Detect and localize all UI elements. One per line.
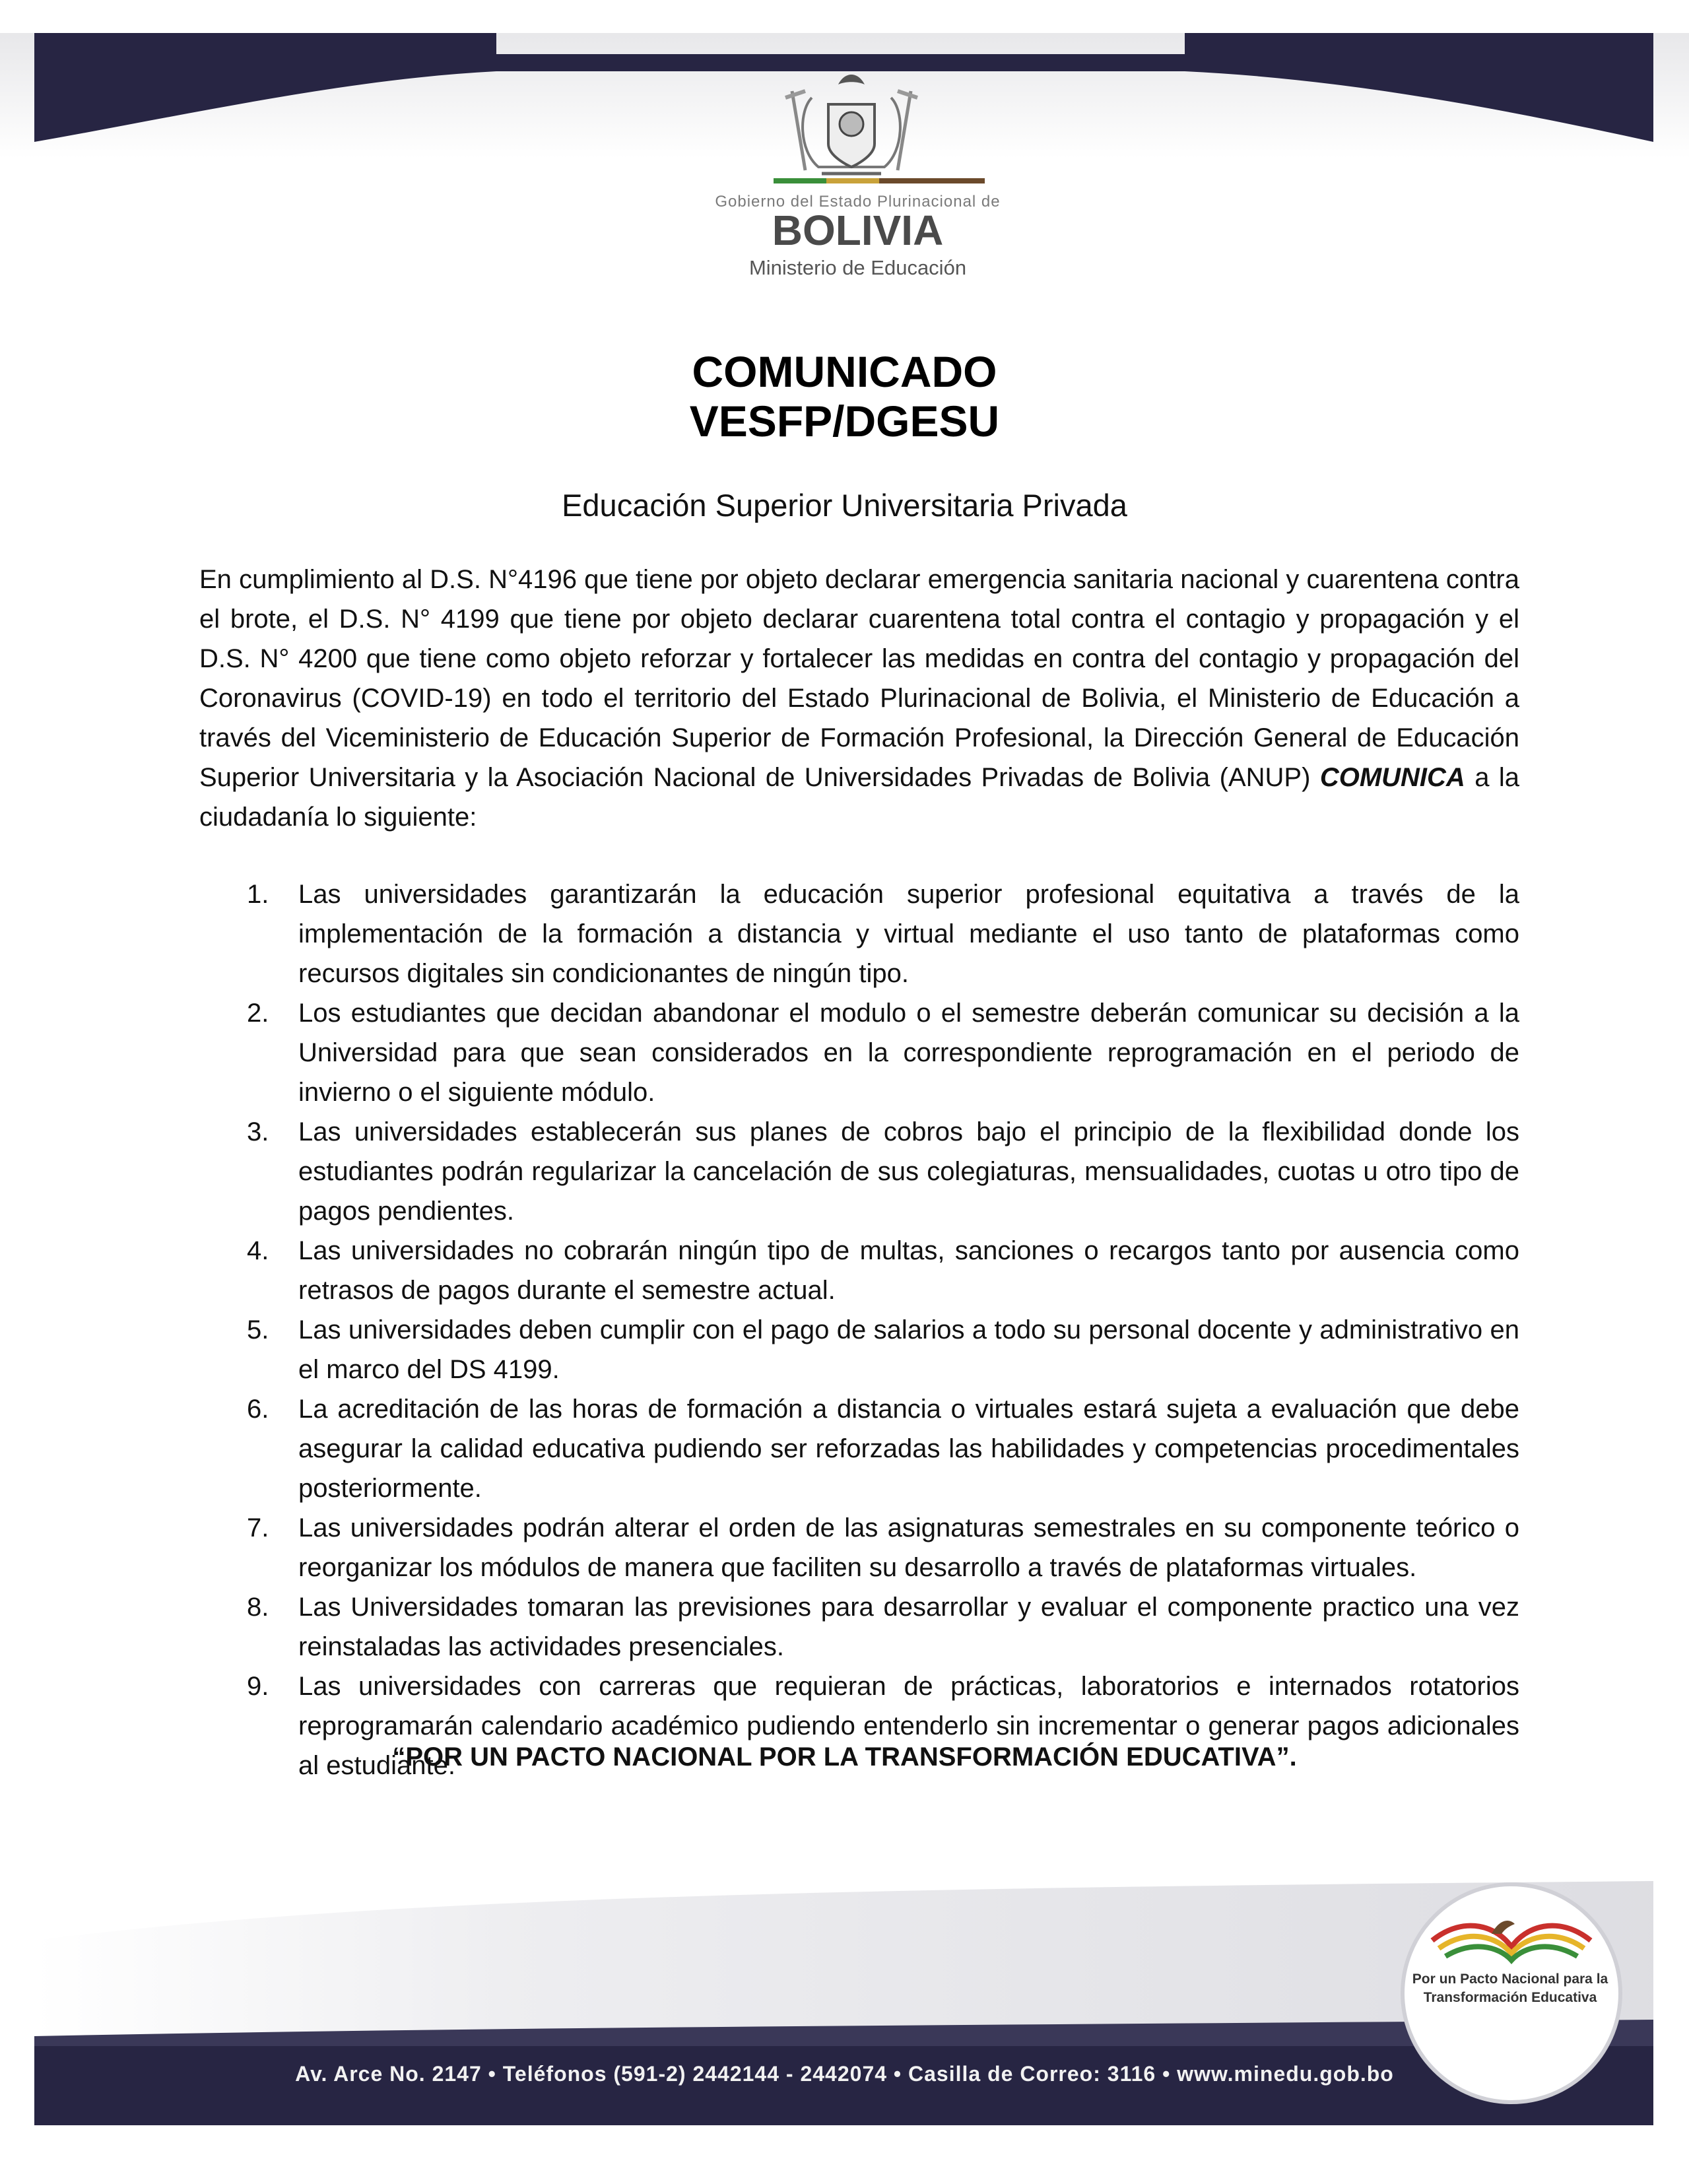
list-item — [199, 1389, 1519, 1508]
item-number: 6. — [247, 1395, 269, 1424]
item-number: 8. — [247, 1593, 269, 1622]
list-item — [199, 1508, 1519, 1587]
contact-address: Av. Arce No. 2147 • Teléfonos (591-2) 2442144 - 2442074 • Casilla de Correo: 3116 • www.minedu.gob.bo — [295, 2062, 1394, 2086]
country-name: BOLIVIA — [772, 207, 944, 254]
item-text: Las universidades podrán alterar el orden de las asignaturas semestrales en su componente teórico o reorganizar los módulos de manera que faciliten su desarrollo a través de plataformas virtuales. — [298, 1513, 1519, 1582]
item-text: Las universidades con carreras que requieran de prácticas, laboratorios e internados rotatorios reprogramarán calendario académico pudiendo entenderlo sin incrementar o generar pagos adicionales al estudiante. — [298, 1672, 1519, 1780]
item-number: 7. — [247, 1513, 269, 1542]
item-text: Las universidades establecerán sus planes de cobros bajo el principio de la flexibilidad donde los estudiantes podrán regularizar la cancelación de sus colegiaturas, mensualidades, cuotas u otro tipo de pagos pendientes. — [298, 1117, 1519, 1226]
list-item — [199, 1112, 1519, 1231]
item-number: 9. — [247, 1672, 269, 1701]
list-item — [199, 875, 1519, 993]
color-stripe-green — [774, 178, 826, 183]
item-text: Las universidades no cobrarán ningún tipo de multas, sanciones o recargos tanto por ausencia como retrasos de pagos durante el semestre actual. — [298, 1236, 1519, 1305]
coat-of-arms-icon — [766, 58, 937, 190]
item-number: 1. — [247, 880, 269, 909]
pacto-caption-line2: Transformación Educativa — [1423, 1990, 1597, 2005]
list-item — [199, 1310, 1519, 1389]
item-text: Las universidades garantizarán la educación superior profesional equitativa a través de la implementación de la formación a distancia y virtual mediante el uso tanto de plataformas como recursos digitales sin condicionantes de ningún tipo. — [298, 880, 1519, 988]
document-subtitle: Educación Superior Universitaria Privada — [562, 488, 1127, 523]
intro-text-end: a la ciudadanía lo siguiente: — [199, 763, 1519, 832]
pacto-caption-line1: Por un Pacto Nacional para la — [1412, 1971, 1608, 1987]
item-text: Las universidades deben cumplir con el pago de salarios a todo su personal docente y administrativo en el marco del DS 4199. — [298, 1315, 1519, 1384]
provisions-list — [199, 875, 1519, 1785]
item-number: 2. — [247, 999, 269, 1028]
color-stripe-brown — [879, 178, 985, 183]
government-line: Gobierno del Estado Plurinacional de — [715, 193, 1001, 211]
item-text: Las Universidades tomaran las previsiones para desarrollar y evaluar el componente practico una vez reinstaladas las actividades presenciales. — [298, 1593, 1519, 1661]
list-item — [199, 993, 1519, 1112]
closing-motto: “POR UN PACTO NACIONAL POR LA TRANSFORMACIÓN EDUCATIVA”. — [392, 1742, 1297, 1771]
item-text: Los estudiantes que decidan abandonar el modulo o el semestre deberán comunicar su decisión a la Universidad para que sean considerados en la correspondiente reprogramación en el periodo de invierno o el siguiente módulo. — [298, 999, 1519, 1107]
item-number: 3. — [247, 1117, 269, 1146]
color-stripe-gold — [826, 178, 879, 183]
list-item — [199, 1231, 1519, 1310]
list-item — [199, 1587, 1519, 1667]
intro-text: En cumplimiento al D.S. N°4196 que tiene por objeto declarar emergencia sanitaria nacional y cuarentena contra el brote, el D.S. N° 4199 que tiene por objeto declarar cuarentena total contra el contagio y propagación y el D.S. N° 4200 que tiene como objeto reforzar y fortalecer las medidas en contra del contagio y propagación del Coronavirus (COVID-19) en todo el territorio del Estado Plurinacional de Bolivia, el Ministerio de Educación a través del Viceministerio de Educación Superior de Formación Profesional, la Dirección General de Educación Superior Universitaria y la Asociación Nacional de Universidades Privadas de Bolivia (ANUP) — [199, 565, 1519, 792]
document-title: COMUNICADO — [692, 347, 997, 396]
intro-paragraph — [199, 560, 1519, 837]
document-code: VESFP/DGESU — [689, 397, 1000, 446]
item-number: 5. — [247, 1315, 269, 1344]
ministry-name: Ministerio de Educación — [748, 256, 967, 279]
pacto-caption — [1398, 1970, 1622, 2007]
item-number: 4. — [247, 1236, 269, 1265]
item-text: La acreditación de las horas de formación a distancia o virtuales estará sujeta a evaluación que debe asegurar la calidad educativa pudiendo ser reforzadas las habilidades y competencias procedimentales posteriormente. — [298, 1395, 1519, 1503]
intro-emphasis: COMUNICA — [1319, 763, 1465, 792]
